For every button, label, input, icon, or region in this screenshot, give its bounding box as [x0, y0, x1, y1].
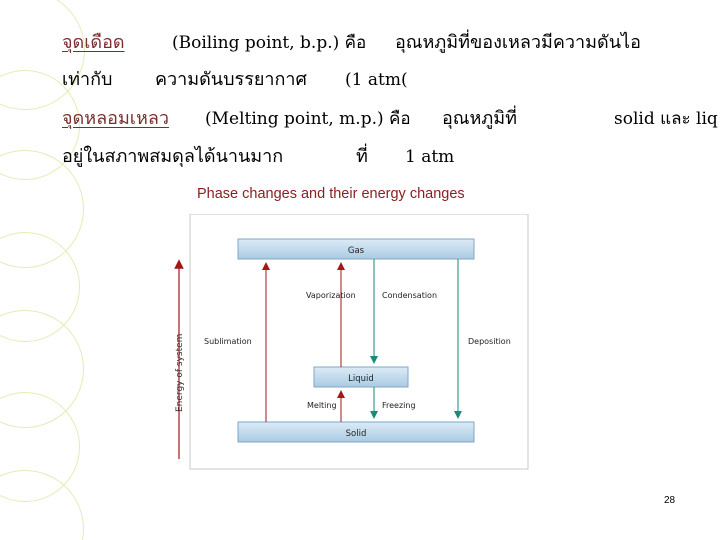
line2-text-b: ความดันบรรยากาศ — [155, 69, 307, 90]
diagram-title: Phase changes and their energy changes — [197, 186, 465, 202]
solid-label: Solid — [345, 429, 367, 439]
vaporization-label: Vaporization — [306, 291, 356, 300]
line4-text-a: อยู่ในสภาพสมดุลได้นานมาก — [62, 146, 284, 167]
line4-text-c: 1 atm — [405, 147, 455, 167]
freezing-label: Freezing — [382, 401, 416, 410]
boiling-point-definition: อุณหภูมิที่ของเหลวมีความดันไอ — [395, 32, 641, 53]
melting-label: Melting — [307, 401, 337, 410]
line2-text-c: (1 atm( — [345, 70, 408, 90]
melting-point-tail: solid และ liq — [614, 109, 718, 129]
line4-text-b: ที่ — [356, 146, 368, 167]
energy-axis-label: Energy of system — [175, 333, 185, 412]
phase-change-diagram — [166, 214, 532, 472]
line2-text-a: เท่ากับ — [62, 69, 113, 90]
condensation-label: Condensation — [382, 291, 438, 300]
sublimation-label: Sublimation — [204, 337, 252, 346]
deposition-label: Deposition — [468, 337, 511, 346]
gas-label: Gas — [347, 246, 365, 256]
decorative-circle — [0, 470, 84, 540]
melting-point-definition: อุณหภูมิที่ — [442, 108, 517, 129]
page-number: 28 — [664, 495, 676, 506]
melting-point-term: จุดหลอมเหลว — [62, 108, 169, 129]
boiling-point-english: (Boiling point, b.p.) คือ — [172, 33, 367, 53]
liquid-label: Liquid — [348, 374, 374, 384]
boiling-point-term: จุดเดือด — [62, 32, 125, 53]
melting-point-english: (Melting point, m.p.) คือ — [205, 109, 411, 129]
